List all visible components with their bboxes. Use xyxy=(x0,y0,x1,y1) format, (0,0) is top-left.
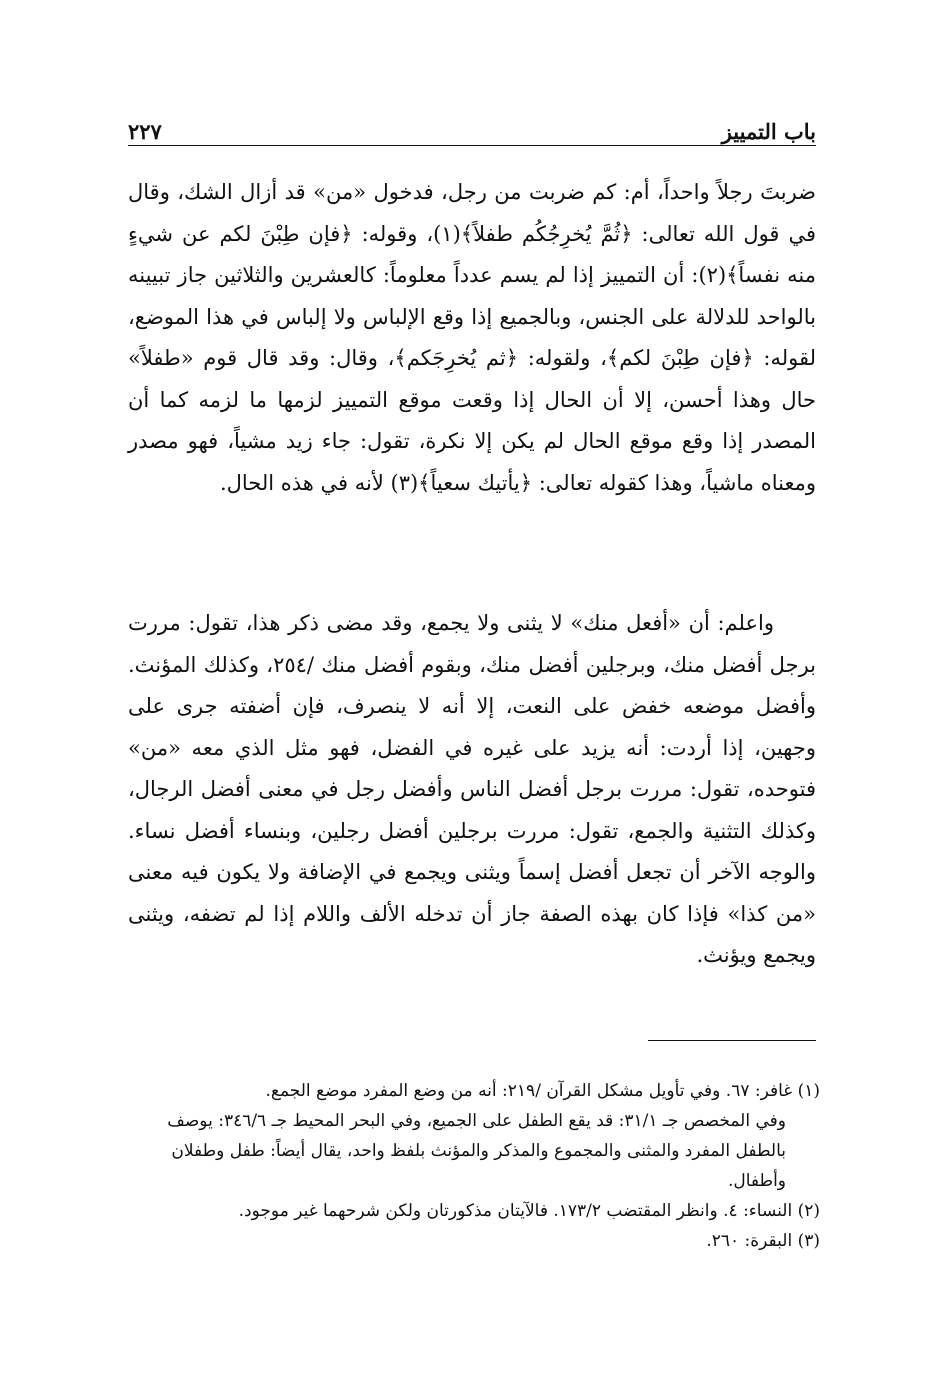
header-divider xyxy=(128,145,816,146)
page-number: ٢٢٧ xyxy=(128,119,162,144)
footnote-divider xyxy=(648,1040,816,1041)
footnote-1: (١) غافر: ٦٧. وفي تأويل مشكل القرآن /٢١٩: أنه من وضع المفرد موضع الجمع. xyxy=(265,1081,820,1101)
paragraph-2: واعلم: أن «أفعل منك» لا يثنى ولا يجمع، وقد مضى ذكر هذا، تقول: مررت برجل أفضل منك، وبرجلين أفضل منك، وبقوم أفضل منك /٢٥٤، وكذلك المؤنث. وأفضل موضعه خفض على النعت، إلا أنه لا ينصرف، فإن أضفته جرى على وجهين، إذا أردت: أنه يزيد على غيره في الفضل، فهو مثل الذي معه «من» فتوحده، تقول: مررت برجل أفضل الناس وأفضل رجل في معنى أفضل الرجال، وكذلك التثنية والجمع، تقول: مررت برجلين أفضل رجلين، وبنساء أفضل نساء. والوجه الآخر أن تجعل أفضل إسماً ويثنى ويجمع في الإضافة ولا يكون فيه معنى «من كذا» فإذا كان بهذه الصفة جاز أن تدخله الألف واللام إذا لم تضفه، ويثنى ويجمع ويؤنث. xyxy=(128,611,816,967)
footnote-3: (٣) البقرة: ٢٦٠. xyxy=(706,1231,820,1251)
footnote-2: (٢) النساء: ٤. وانظر المقتضب ١٧٣/٢. فالآيتان مذكورتان ولكن شرحهما غير موجود. xyxy=(238,1201,820,1221)
chapter-title: باب التمييز xyxy=(721,119,816,144)
running-header xyxy=(128,108,816,144)
footnotes xyxy=(128,1076,820,1256)
paragraph-1: ضربتَ رجلاً واحداً، أم: كم ضربت من رجل، فدخول «من» قد أزال الشك، وقال في قول الله تعالى: ﴿ثُمَّ يُخرِجُكُم طفلاً﴾(١)، وقوله: ﴿فإن طِبْنَ لكم عن شيءٍ منه نفساً﴾(٢): أن التمييز إذا لم يسم عدداً معلوماً: كالعشرين والثلاثين جاز تبيينه بالواحد للدلالة على الجنس، وبالجميع إذا وقع الإلباس ولا إلباس في هذا الموضع، لقوله: ﴿فإن طِبْنَ لكم﴾، ولقوله: ﴿ثم يُخرِجَكم﴾، وقال: وقد قال قوم «طفلاً» حال وهذا أحسن، إلا أن الحال إذا وقعت موقع التمييز لزمها ما لزمه كما أن المصدر إذا وقع موقع الحال لم يكن إلا نكرة، تقول: جاء زيد مشياً، فهو مصدر ومعناه ماشياً، وهذا كقوله تعالى: ﴿يأتيك سعياً﴾(٣) لأنه في هذه الحال. xyxy=(128,180,816,495)
footnote-1-continued: وفي المخصص جـ ٣١/١: قد يقع الطفل على الجميع، وفي البحر المحيط جـ ٣٤٦/٦: يوصف بالطفل المفرد والمثنى والمجموع والمذكر والمؤنث بلفظ واحد، يقال أيضاً: طفل وطفلان وأطفال. xyxy=(167,1111,786,1191)
